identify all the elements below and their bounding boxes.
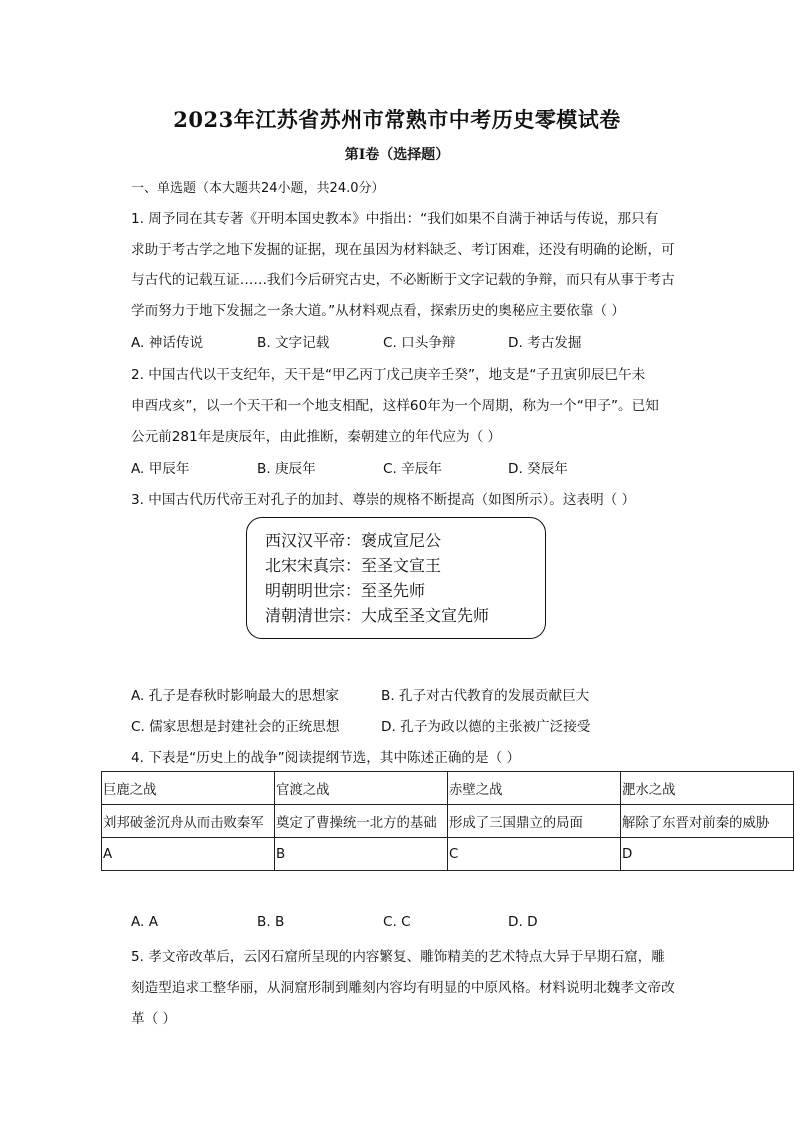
question-line: 公元前281年是庚辰年，由此推断，秦朝建立的年代应为（ ） <box>131 429 502 445</box>
title-list-box <box>246 517 546 639</box>
option-a[interactable]: A. 甲辰年 <box>131 461 190 477</box>
table-cell: 解除了东晋对前秦的威胁 <box>621 805 794 838</box>
question-line: 2. 中国古代以干支纪年，天干是“甲乙丙丁戊己庚辛壬癸”，地支是“子丑寅卯辰巳午未 <box>131 367 646 383</box>
table-row <box>102 772 794 805</box>
table-cell: C <box>448 838 621 871</box>
question-line: 4. 下表是“历史上的战争”阅读提纲节选，其中陈述正确的是（ ） <box>131 750 521 766</box>
table-cell: 形成了三国鼎立的局面 <box>448 805 621 838</box>
battle-table <box>101 771 794 871</box>
question-line: 1. 周予同在其专著《开明本国史教本》中指出：“我们如果不自满于神话与传说，那只有 <box>131 211 659 227</box>
option-b[interactable]: B. 庚辰年 <box>257 461 316 477</box>
question-line: 5. 孝文帝改革后，云冈石窟所呈现的内容繁复、雕饰精美的艺术特点大异于早期石窟，雕 <box>131 949 665 965</box>
box-line: 明朝明世宗：至圣先师 <box>265 581 426 600</box>
option-c[interactable]: C. 口头争辩 <box>383 335 456 351</box>
table-row <box>102 838 794 871</box>
option-a[interactable]: A. 孔子是春秋时影响最大的思想家 <box>131 688 340 704</box>
question-line: 学而努力于地下发掘之一条大道。”从材料观点看，探索历史的奥秘应主要依靠（ ） <box>131 303 625 319</box>
option-c[interactable]: C. 辛辰年 <box>383 461 442 477</box>
volume-subtitle: 第I卷（选择题） <box>344 147 450 163</box>
table-cell: B <box>275 838 448 871</box>
table-cell: 官渡之战 <box>275 772 448 805</box>
box-line: 清朝清世宗：大成至圣文宣先师 <box>265 606 490 625</box>
option-d[interactable]: D. 癸辰年 <box>508 461 568 477</box>
exam-title: 2023年江苏省苏州市常熟市中考历史零模试卷 <box>173 107 621 132</box>
option-d[interactable]: D. 考古发掘 <box>508 335 582 351</box>
option-a[interactable]: A. A <box>131 914 159 930</box>
option-c[interactable]: C. 儒家思想是封建社会的正统思想 <box>131 719 340 735</box>
table-cell: 奠定了曹操统一北方的基础 <box>275 805 448 838</box>
question-line: 3. 中国古代历代帝王对孔子的加封、尊崇的规格不断提高（如图所示）。这表明（ ） <box>131 492 636 508</box>
option-d[interactable]: D. 孔子为政以德的主张被广泛接受 <box>381 719 591 735</box>
box-line: 西汉汉平帝：褒成宣尼公 <box>265 531 442 550</box>
option-a[interactable]: A. 神话传说 <box>131 335 204 351</box>
question-line: 刻造型追求工整华丽，从洞窟形制到雕刻内容均有明显的中原风格。材料说明北魏孝文帝改 <box>131 980 675 996</box>
table-cell: 巨鹿之战 <box>102 772 275 805</box>
section-heading: 一、单选题（本大题共24小题，共24.0分） <box>131 181 385 196</box>
option-b[interactable]: B. B <box>257 914 285 930</box>
question-line: 求助于考古学之地下发掘的证据，现在虽因为材料缺乏、考订困难，还没有明确的论断，可 <box>131 242 675 258</box>
option-b[interactable]: B. 孔子对古代教育的发展贡献巨大 <box>381 688 590 704</box>
table-cell: D <box>621 838 794 871</box>
table-cell: 刘邦破釜沉舟从而击败秦军 <box>102 805 275 838</box>
question-line: 申酉戌亥”，以一个天干和一个地支相配，这样60年为一个周期，称为一个“甲子”。已知 <box>131 398 659 414</box>
table-cell: 赤壁之战 <box>448 772 621 805</box>
table-cell: A <box>102 838 275 871</box>
box-line: 北宋宋真宗：至圣文宣王 <box>265 556 442 575</box>
table-row <box>102 805 794 838</box>
question-line: 革（ ） <box>131 1011 177 1027</box>
table-cell: 淝水之战 <box>621 772 794 805</box>
option-c[interactable]: C. C <box>383 914 411 930</box>
option-d[interactable]: D. D <box>508 914 538 930</box>
question-line: 与古代的记载互证……我们今后研究古史，不必断断于文字记载的争辩，而只有从事于考古 <box>131 272 675 288</box>
option-b[interactable]: B. 文字记载 <box>257 335 330 351</box>
